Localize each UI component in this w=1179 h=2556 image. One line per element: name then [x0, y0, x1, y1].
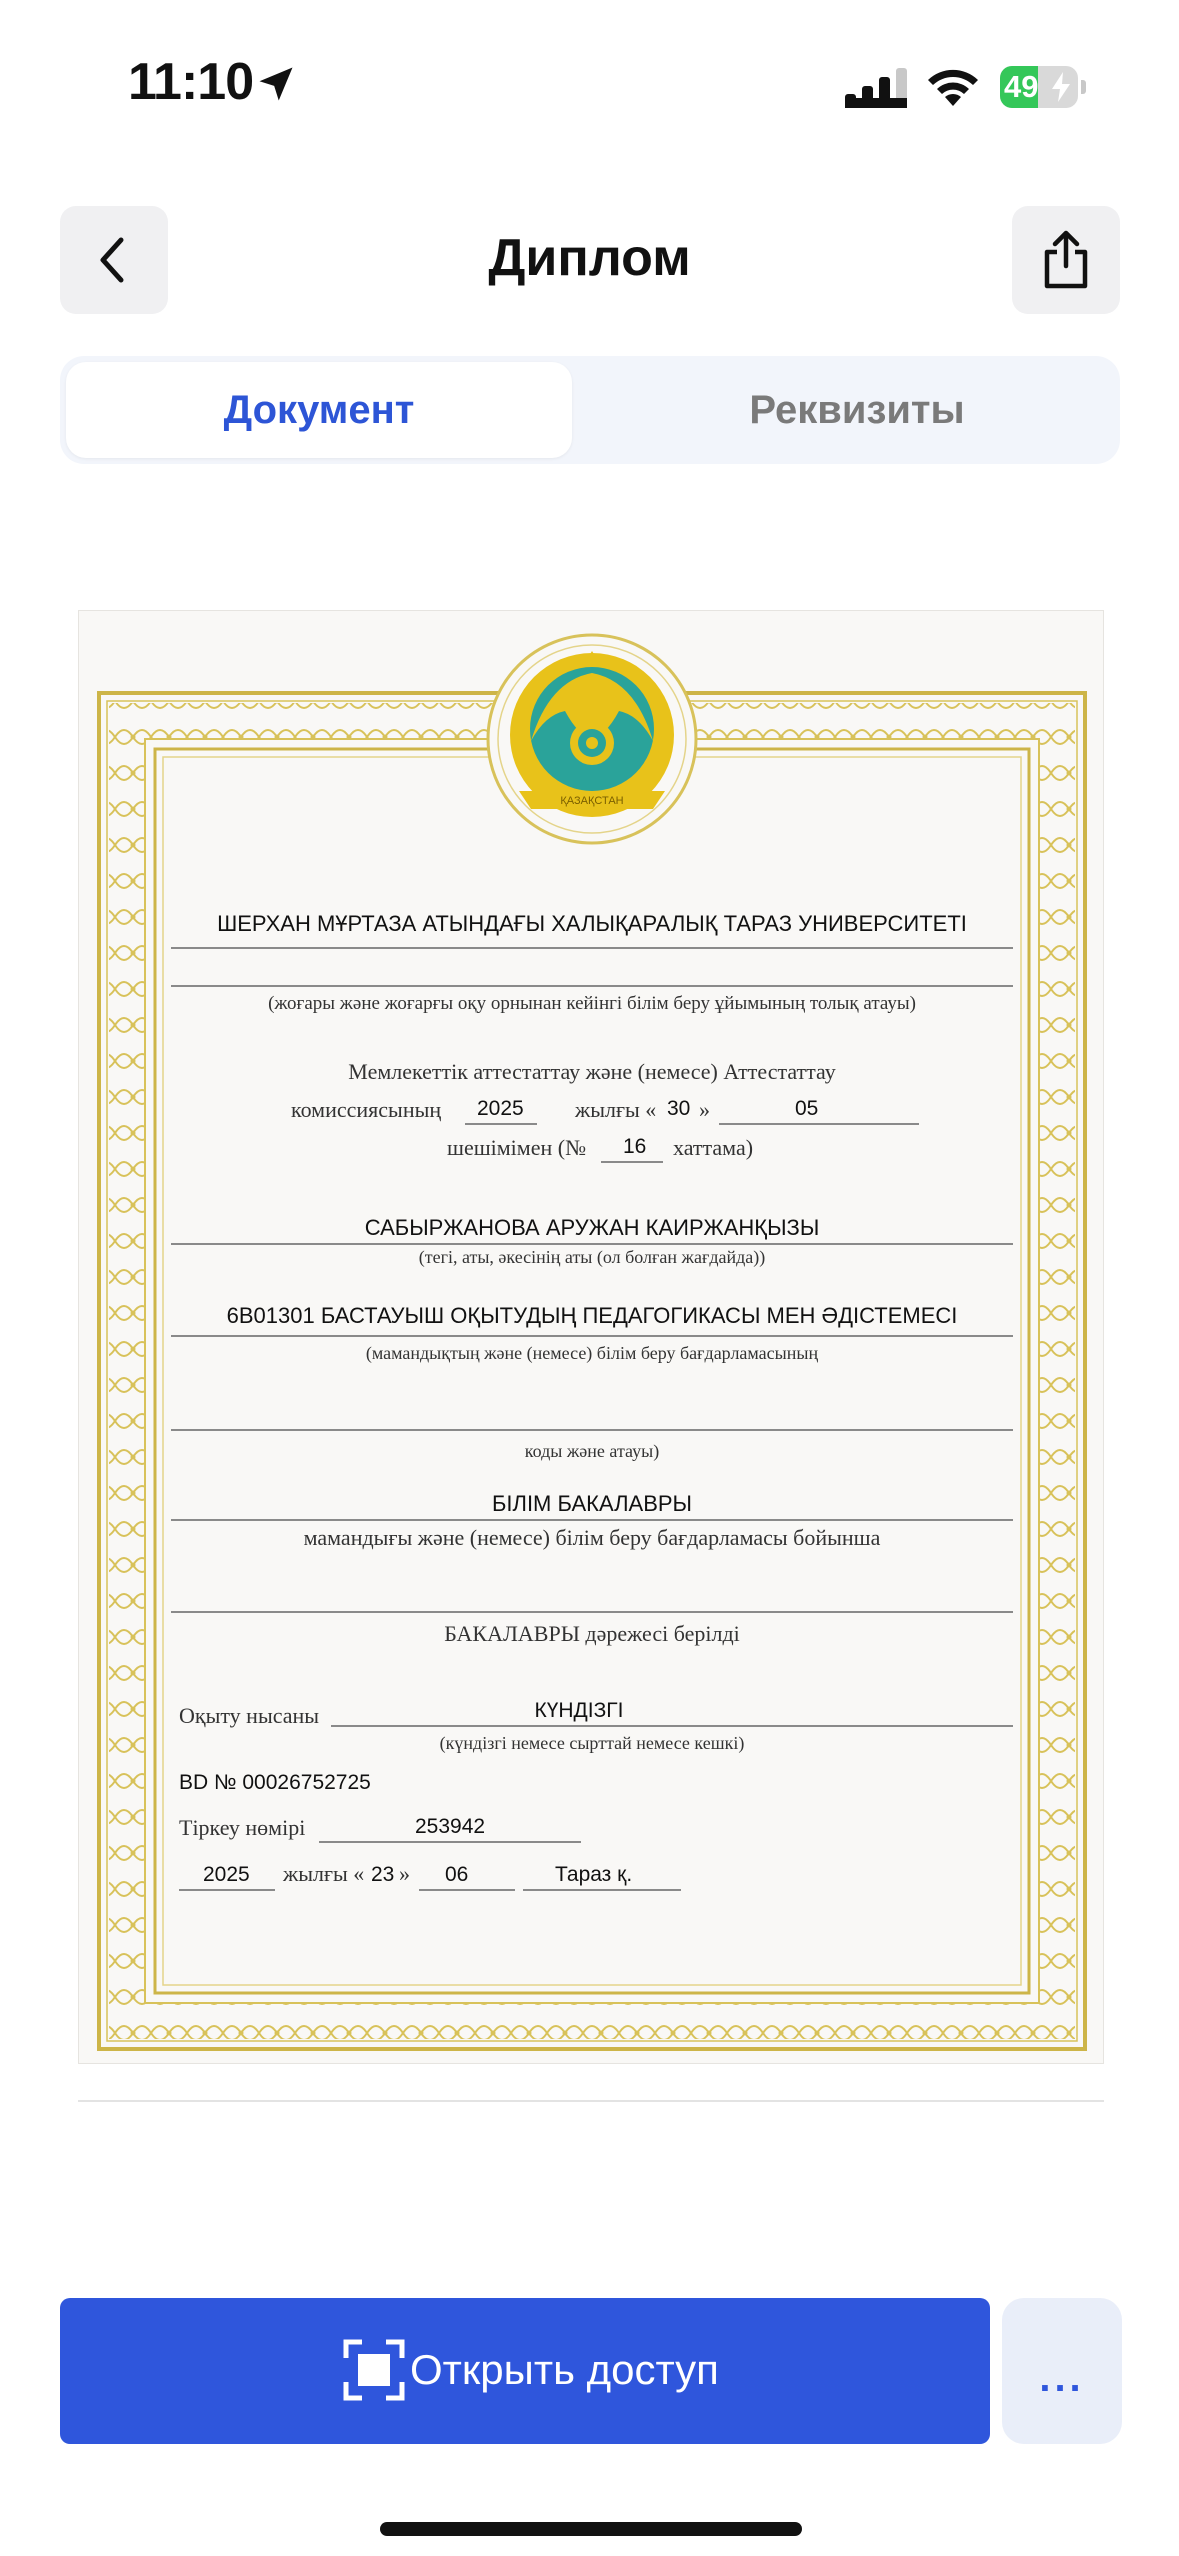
decision-prefix: шешімімен (№	[447, 1135, 587, 1160]
bolt-icon	[1050, 72, 1072, 102]
issue-year: 2025	[203, 1863, 250, 1886]
battery-level: 49	[1004, 69, 1039, 104]
svg-text:ҚАЗАҚСТАН: ҚАЗАҚСТАН	[560, 795, 624, 807]
more-options-button[interactable]	[1002, 2298, 1122, 2444]
page-title: Диплом	[488, 229, 691, 287]
graduate-full-name: САБЫРЖАНОВА АРУЖАН КАИРЖАНҚЫЗЫ	[364, 1215, 820, 1240]
commission-quote: »	[699, 1097, 710, 1122]
commission-mid: жылғы «	[575, 1097, 657, 1122]
issue-day: 23	[371, 1863, 395, 1886]
tab-document[interactable]: Документ	[66, 362, 572, 458]
protocol-number: 16	[623, 1135, 647, 1158]
share-button[interactable]	[1012, 206, 1120, 314]
study-form-value: КҮНДІЗГІ	[534, 1699, 624, 1722]
issue-city: Тараз қ.	[555, 1863, 633, 1886]
program-caption: (мамандықтың және (немесе) білім беру бағдарламасының	[365, 1343, 819, 1363]
registration-number: 253942	[415, 1815, 486, 1838]
code-caption: коды және атауы)	[524, 1441, 660, 1461]
tab-details[interactable]: Реквизиты	[749, 388, 965, 432]
registration-label: Тіркеу нөмірі	[179, 1815, 306, 1840]
qr-scan-icon	[342, 2338, 406, 2402]
program-name: 6В01301 БАСТАУЫШ ОҚЫТУДЫҢ ПЕДАГОГИКАСЫ МЕН ӘДІСТЕМЕСІ	[226, 1303, 958, 1328]
qualification-caption: мамандығы және (немесе) білім беру бағдарламасы бойынша	[303, 1525, 881, 1550]
commission-month: 05	[795, 1097, 819, 1120]
commission-prefix: комиссиясының	[291, 1097, 442, 1122]
study-form-label: Оқыту нысаны	[179, 1703, 320, 1728]
study-form-caption: (күндізгі немесе сырттай немесе кешкі)	[439, 1733, 745, 1753]
wifi-icon	[925, 66, 981, 108]
coat-of-arms-emblem	[488, 635, 696, 843]
location-arrow-icon	[254, 62, 298, 106]
home-indicator	[380, 2522, 802, 2536]
decision-suffix: хаттама)	[673, 1135, 754, 1160]
full-name-caption: (тегі, аты, әкесінің аты (ол болған жағдайда))	[418, 1247, 766, 1267]
commission-year: 2025	[477, 1097, 524, 1120]
status-bar	[0, 0, 1179, 170]
status-time: 11:10	[128, 53, 254, 111]
open-access-label: Открыть доступ	[410, 2346, 719, 2393]
diploma-serial-number: BD № 00026752725	[179, 1771, 371, 1794]
battery-charging-icon	[1000, 66, 1086, 108]
more-dots-icon: ...	[1039, 2356, 1085, 2400]
diploma-ornamental-frame	[79, 611, 1105, 2065]
qualification: БІЛІМ БАКАЛАВРЫ	[491, 1491, 693, 1516]
degree-awarded: БАКАЛАВРЫ дәрежесі берілді	[444, 1621, 740, 1646]
open-access-button[interactable]	[60, 2298, 990, 2444]
issue-mid: жылғы «	[283, 1861, 365, 1886]
university-name: ШЕРХАН МҰРТАЗА АТЫНДАҒЫ ХАЛЫҚАРАЛЫҚ ТАРАЗ УНИВЕРСИТЕТІ	[217, 911, 967, 936]
university-caption: (жоғары және жоғарғы оқу орнынан кейінгі білім беру ұйымының толық атауы)	[268, 993, 916, 1014]
commission-day: 30	[667, 1097, 691, 1120]
issue-month: 06	[445, 1863, 469, 1886]
issue-quote: »	[399, 1861, 410, 1886]
share-icon	[1041, 230, 1091, 290]
diploma-document[interactable]	[78, 610, 1104, 2064]
segmented-tabs	[60, 356, 1120, 464]
cellular-signal-icon	[845, 68, 909, 108]
content-divider	[78, 2100, 1104, 2102]
commission-line1: Мемлекеттік аттестаттау және (немесе) Аттестаттау	[348, 1059, 836, 1084]
